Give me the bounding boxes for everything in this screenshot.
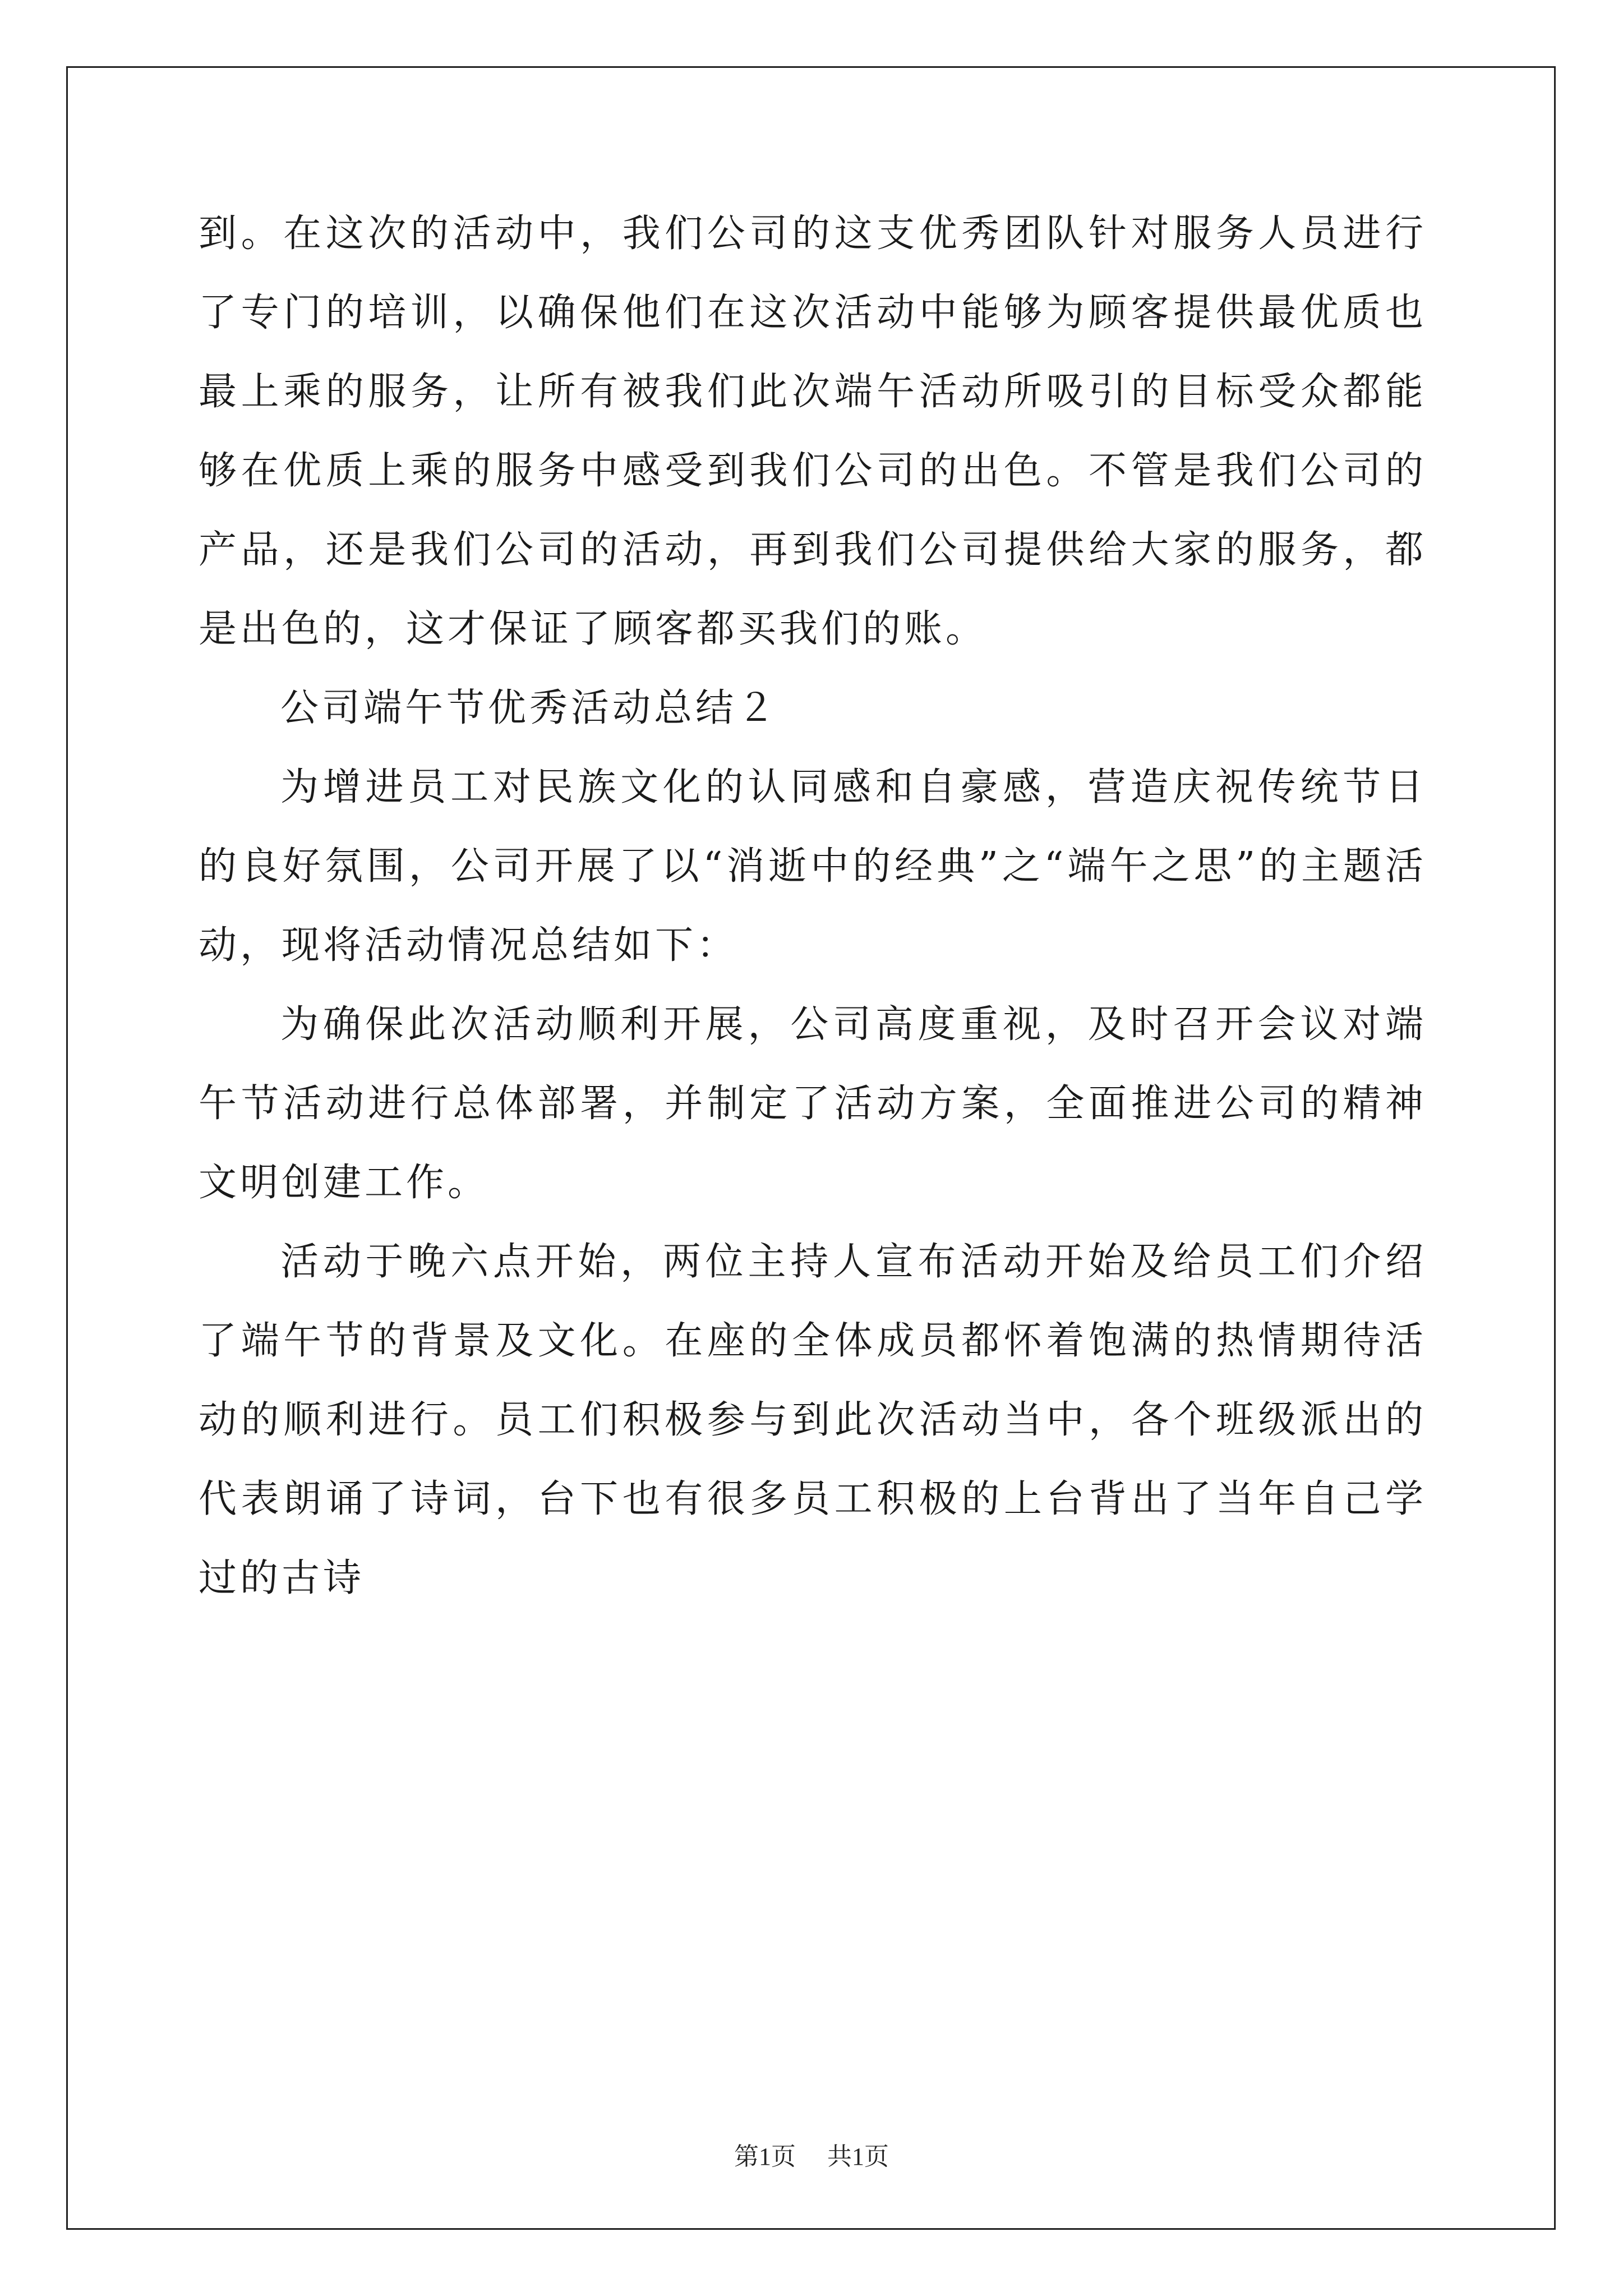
paragraph: 到。在这次的活动中，我们公司的这支优秀团队针对服务人员进行了专门的培训，以确保他们在这次活动中能够为顾客提供最优质也最上乘的服务，让所有被我们此次端午活动所吸引的目标受众都能够在优质上乘的服务中感受到我们公司的出色。不管是我们公司的产品，还是我们公司的活动，再到我们公司提供给大家的服务，都是出色的，这才保证了顾客都买我们的账。 [199, 211, 1427, 651]
paragraph: 活动于晚六点开始，两位主持人宣布活动开始及给员工们介绍了端午节的背景及文化。在座的全体成员都怀着饱满的热情期待活动的顺利进行。员工们积极参与到此次活动当中，各个班级派出的代表朗诵了诗词，台下也有很多员工积极的上台背出了当年自己学过的古诗 [199, 1240, 1427, 1600]
page-footer [0, 2136, 1623, 2172]
page-total: 共1页 [827, 2143, 889, 2170]
page-number: 第1页 [734, 2143, 796, 2170]
paragraph: 为增进员工对民族文化的认同感和自豪感，营造庆祝传统节日的良好氛围，公司开展了以“消逝中的经典”之“端午之思”的主题活动，现将活动情况总结如下： [199, 765, 1427, 968]
paragraph: 为确保此次活动顺利开展，公司高度重视，及时召开会议对端午节活动进行总体部署，并制定了活动方案，全面推进公司的精神文明创建工作。 [199, 1002, 1427, 1205]
section-heading: 公司端午节优秀活动总结２ [280, 686, 779, 730]
document-body [199, 194, 1427, 1618]
